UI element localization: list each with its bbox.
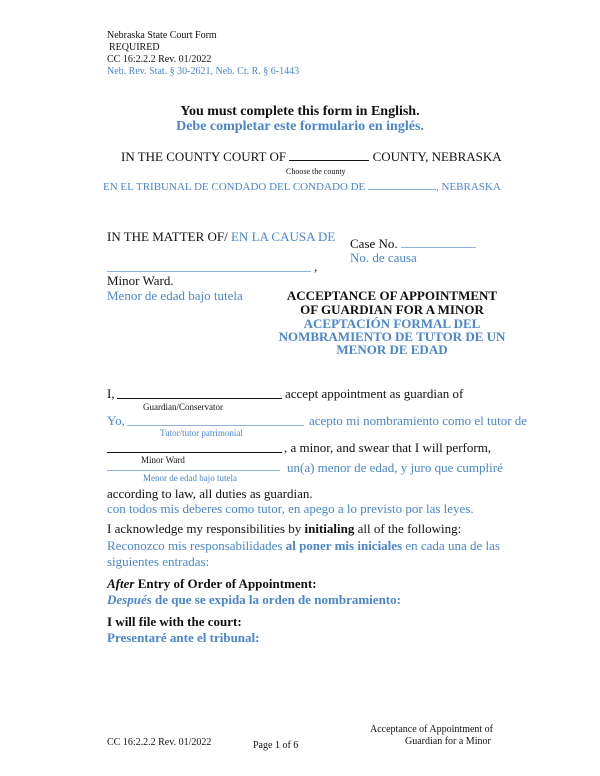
- footer-page-number: Page 1 of 6: [253, 740, 299, 751]
- county-hint: Choose the county: [286, 167, 346, 176]
- acknowledge-en-bold: initialing: [304, 521, 355, 536]
- form-code: CC 16:2.2.2 Rev. 01/2022: [107, 54, 212, 65]
- footer-title-line1: Acceptance of Appointment of: [370, 724, 494, 735]
- acknowledge-es: [107, 538, 500, 554]
- statute-reference: Neb. Rev. Stat. § 30-2621, Neb. Ct. R. § 6-1443: [107, 66, 300, 77]
- accept-en: accept appointment as guardian of: [285, 386, 464, 401]
- accept-es: acepto mi nombramiento como el tutor de: [309, 413, 528, 428]
- file-heading-es: Presentaré ante el tribunal:: [107, 630, 260, 645]
- guardian-label-en: Guardian/Conservator: [143, 402, 223, 412]
- matter-line: [107, 229, 335, 245]
- duties-en: according to law, all duties as guardian.: [107, 486, 313, 501]
- court-prefix-es: EN EL TRIBUNAL DE CONDADO DEL CONDADO DE: [103, 181, 366, 193]
- guardian-name-field[interactable]: [117, 398, 282, 399]
- title-en-line2: OF GUARDIAN FOR A MINOR: [300, 302, 484, 317]
- after-italic-es: Después: [107, 592, 152, 607]
- case-label-en: Case No.: [350, 236, 398, 251]
- swear-en: , a minor, and swear that I will perform,: [284, 440, 492, 455]
- acknowledge-es-pre: Reconozco mis responsabilidades: [107, 538, 286, 553]
- footer-form-code: CC 16:2.2.2 Rev. 01/2022: [107, 737, 212, 748]
- guardian-name-field-es[interactable]: [127, 425, 304, 426]
- acknowledge-es-post: en cada una de las: [402, 538, 500, 553]
- yo-prefix: Yo,: [107, 413, 125, 428]
- file-heading-en: I will file with the court:: [107, 614, 242, 629]
- ward-label-es: Menor de edad bajo tutela: [143, 473, 237, 483]
- minor-ward-label-es: Menor de edad bajo tutela: [107, 288, 243, 303]
- title-es-line2: NOMBRAMIENTO DE TUTOR DE UN: [278, 329, 506, 344]
- acknowledge-en-pre: I acknowledge my responsibilities by: [107, 521, 305, 536]
- after-rest: Entry of Order of Appointment:: [134, 576, 317, 591]
- case-number-field[interactable]: [401, 236, 476, 248]
- spanish-notice: Debe completar este formulario en inglés.: [176, 119, 424, 134]
- guardian-label-es: Tutor/tutor patrimonial: [160, 428, 243, 438]
- matter-en: IN THE MATTER OF/: [107, 229, 228, 244]
- ward-name-field[interactable]: [107, 271, 311, 272]
- required-label: REQUIRED: [109, 42, 160, 53]
- after-heading-es: [107, 592, 401, 608]
- english-notice: You must complete this form in English.: [180, 104, 420, 119]
- minor-ward-label: Minor Ward.: [107, 273, 174, 288]
- court-suffix: COUNTY, NEBRASKA: [372, 149, 502, 164]
- after-italic: After: [107, 576, 135, 591]
- acknowledge-es-bold: al poner mis iniciales: [285, 538, 403, 553]
- acknowledge-en-post: all of the following:: [354, 521, 462, 536]
- court-prefix: IN THE COUNTY COURT OF: [121, 149, 287, 164]
- swear-es: un(a) menor de edad, y juro que cumpliré: [287, 460, 503, 475]
- court-line-en: [121, 149, 502, 165]
- footer-title-line2: Guardian for a Minor: [405, 736, 491, 747]
- duties-es: con todos mis deberes como tutor, en apego a lo previsto por las leyes.: [107, 501, 474, 516]
- title-en-line1: ACCEPTANCE OF APPOINTMENT: [286, 288, 498, 303]
- ward-comma: ,: [314, 259, 318, 274]
- county-field[interactable]: [289, 149, 369, 161]
- title-es-line1: ACEPTACIÓN FORMAL DEL: [303, 316, 481, 331]
- acknowledge-es-line2: siguientes entradas:: [107, 554, 210, 569]
- after-heading-en: [107, 576, 317, 592]
- ward-label-en: Minor Ward: [141, 455, 185, 465]
- case-label-es: No. de causa: [350, 250, 417, 265]
- county-field-es[interactable]: [368, 178, 436, 190]
- form-name: Nebraska State Court Form: [107, 30, 217, 41]
- court-suffix-es: , NEBRASKA: [436, 181, 501, 193]
- matter-es: EN LA CAUSA DE: [230, 229, 336, 244]
- court-line-es: [103, 178, 501, 193]
- after-rest-es: de que se expida la orden de nombramiento:: [151, 592, 401, 607]
- i-prefix: I,: [107, 386, 115, 401]
- minor-name-field-es[interactable]: [107, 470, 280, 471]
- minor-name-field[interactable]: [107, 452, 282, 453]
- title-es-line3: MENOR DE EDAD: [336, 342, 448, 357]
- acknowledge-en: [107, 521, 461, 537]
